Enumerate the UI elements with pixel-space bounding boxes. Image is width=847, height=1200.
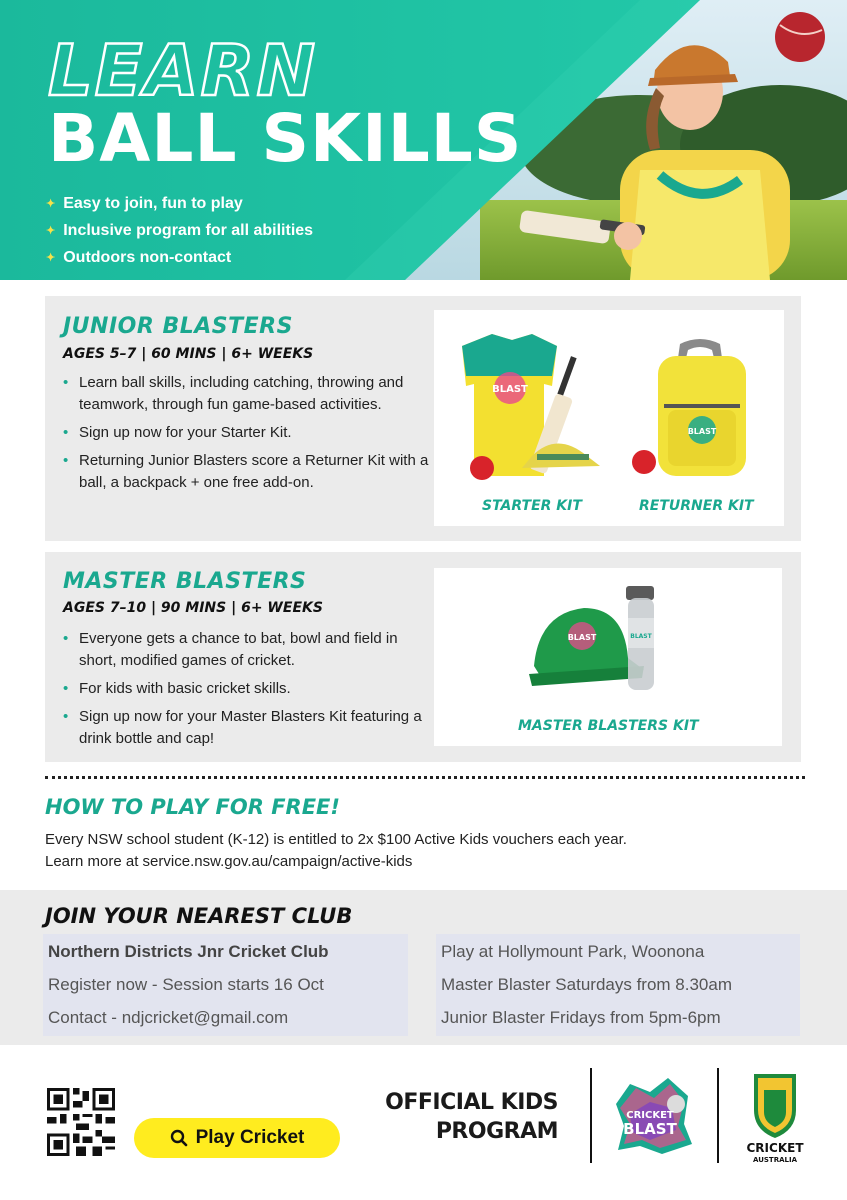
list-item: • Returning Junior Blasters score a Returner Kit with a ball, a backpack + one free add-on.	[63, 450, 433, 494]
returner-kit-label: RETURNER KIT	[639, 498, 754, 514]
list-item: • Sign up now for your Master Blasters Kit featuring a drink bottle and cap!	[63, 706, 433, 750]
qr-code-icon[interactable]	[47, 1088, 115, 1156]
star-bullet-icon: ✦	[46, 198, 56, 210]
search-icon	[170, 1129, 188, 1147]
svg-text:BLAST: BLAST	[492, 384, 528, 395]
svg-text:BLAST: BLAST	[630, 633, 652, 640]
hero-banner	[0, 0, 847, 280]
junior-points-list	[63, 372, 433, 500]
ca-logo-australia-text: AUSTRALIA	[753, 1156, 797, 1164]
star-bullet-icon: ✦	[46, 225, 56, 237]
master-blasters-kit-label: MASTER BLASTERS KIT	[518, 718, 699, 734]
blast-logo-blast-text: BLAST	[623, 1120, 677, 1138]
master-blaster-schedule: Master Blaster Saturdays from 8.30am	[441, 975, 733, 994]
active-kids-link-text: Learn more at service.nsw.gov.au/campaign/active-kids	[45, 853, 413, 870]
hero-bullet	[46, 217, 313, 244]
master-ages: AGES 7–10 | 90 MINS | 6+ WEEKS	[63, 600, 323, 616]
club-details-right	[436, 934, 800, 1036]
footer-divider	[717, 1068, 719, 1163]
master-blasters-panel	[45, 552, 801, 762]
play-cricket-button[interactable]	[134, 1118, 340, 1158]
starter-kit-image	[452, 326, 612, 486]
dotted-divider	[45, 776, 805, 779]
hero-bullet-list	[46, 190, 313, 271]
hero-bullet-text: Inclusive program for all abilities	[63, 221, 314, 239]
list-item: • Everyone gets a chance to bat, bowl and field in short, modified games of cricket.	[63, 628, 433, 672]
hero-bullet	[46, 244, 313, 271]
star-bullet-icon: ✦	[46, 252, 56, 264]
junior-blasters-panel	[45, 296, 801, 541]
play-cricket-button-label: Play Cricket	[195, 1127, 305, 1148]
hero-title-ball-skills: BALL SKILLS	[48, 100, 523, 177]
list-item: • For kids with basic cricket skills.	[63, 678, 433, 700]
club-name: Northern Districts Jnr Cricket Club	[48, 942, 329, 961]
club-details-left	[43, 934, 408, 1036]
svg-text:BLAST: BLAST	[687, 427, 717, 436]
club-contact: Contact - ndjcricket@gmail.com	[48, 1008, 289, 1027]
cricket-australia-logo	[742, 1070, 808, 1165]
cricket-blast-logo	[610, 1074, 694, 1158]
hero-title-learn: LEARN	[48, 30, 318, 112]
official-line-1: OFFICIAL KIDS	[385, 1090, 558, 1115]
club-venue: Play at Hollymount Park, Woonona	[441, 942, 705, 961]
list-item: • Learn ball skills, including catching, throwing and teamwork, through fun game-based activities.	[63, 372, 433, 416]
club-section-title: JOIN YOUR NEAREST CLUB	[45, 904, 353, 928]
official-line-2: PROGRAM	[435, 1119, 558, 1144]
nearest-club-section	[0, 890, 847, 1045]
active-kids-info: Every NSW school student (K-12) is entitled to 2x $100 Active Kids vouchers each year.	[45, 831, 627, 848]
how-to-play-title: HOW TO PLAY FOR FREE!	[45, 795, 340, 819]
svg-text:BLAST: BLAST	[567, 633, 597, 642]
ca-logo-cricket-text: CRICKET	[746, 1141, 804, 1155]
hero-bullet-text: Easy to join, fun to play	[63, 194, 243, 212]
starter-kit-label: STARTER KIT	[482, 498, 582, 514]
junior-kits-box	[434, 310, 784, 526]
hero-bullet-text: Outdoors non-contact	[63, 248, 232, 266]
master-points-list	[63, 628, 433, 756]
official-kids-program-text	[380, 1088, 558, 1146]
junior-ages: AGES 5–7 | 60 MINS | 6+ WEEKS	[63, 346, 314, 362]
hero-bullet	[46, 190, 313, 217]
master-blasters-title: MASTER BLASTERS	[63, 569, 307, 594]
master-blasters-kit-image	[524, 578, 674, 703]
footer-divider	[590, 1068, 592, 1163]
junior-blaster-schedule: Junior Blaster Fridays from 5pm-6pm	[441, 1008, 721, 1027]
list-item: • Sign up now for your Starter Kit.	[63, 422, 433, 444]
blast-logo-cricket-text: CRICKET	[626, 1110, 674, 1121]
junior-blasters-title: JUNIOR BLASTERS	[63, 314, 293, 339]
club-register-info: Register now - Session starts 16 Oct	[48, 975, 324, 994]
returner-kit-image	[630, 334, 765, 484]
master-kit-box	[434, 568, 782, 746]
